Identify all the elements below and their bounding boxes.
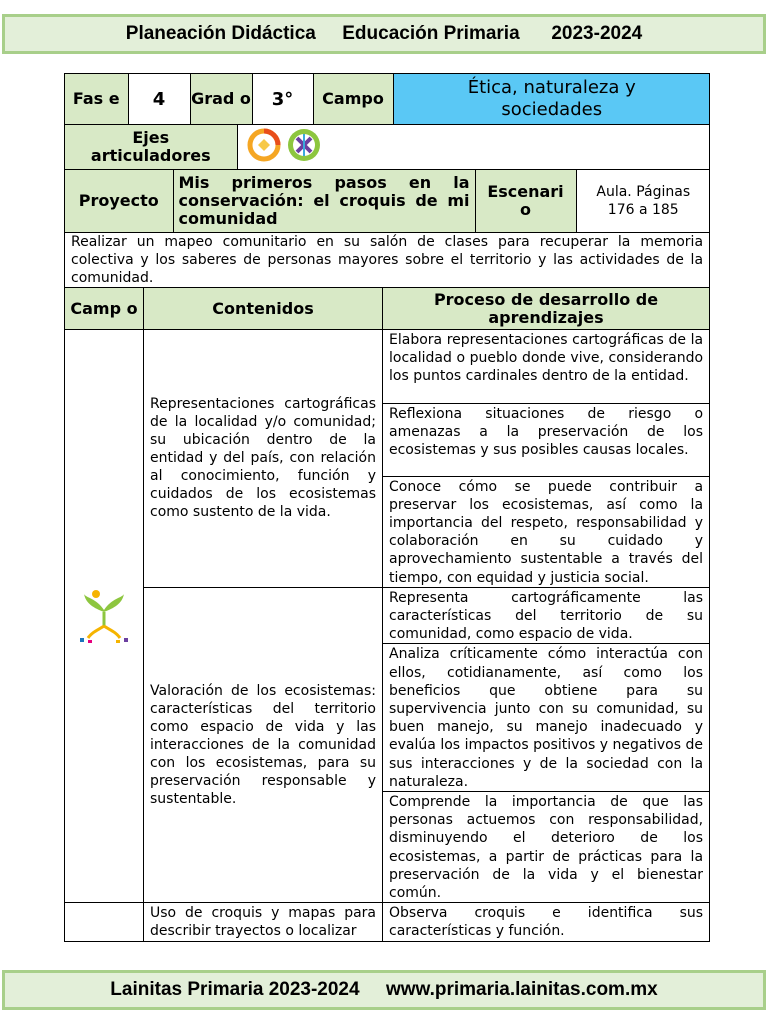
proceso-3-1: Observa croquis e identifica sus características y función. (383, 903, 710, 941)
footer-left: Lainitas Primaria 2023-2024 (110, 979, 360, 1000)
escenario-label: Escenari o (475, 170, 576, 232)
escenario-value: Aula. Páginas 176 a 185 (576, 170, 710, 232)
fase-label: Fas e (65, 74, 128, 124)
ejes-articuladores-icons (244, 125, 328, 165)
campo-value: Ética, naturaleza y sociedades (393, 74, 710, 124)
header-banner (2, 14, 766, 54)
planning-table (64, 73, 710, 942)
proyecto-label: Proyecto (65, 170, 173, 232)
project-description: Realizar un mapeo comunitario en su salón de clases para recuperar la memoria colectiva y los saberes de personas mayores sobre el territorio y las actividades de la comunidad. (65, 233, 710, 288)
campo-formativo-icon (78, 588, 130, 644)
contenido-2: Valoración de los ecosistemas: características del territorio como espacio de vida y las interacciones de la comunidad con los ecosistemas, para su preservación responsable y sustentable. (144, 587, 383, 902)
proceso-2-2: Analiza críticamente cómo interactúa con ellos, cotidianamente, así como los beneficios que obtiene para su supervivencia junto con su comunidad, su buen manejo, su manejo inadecuado y evalúa los impactos positivos y negativos de sus interacciones y de la sociedad con la naturaleza. (383, 644, 709, 792)
campo-empty-cell (65, 903, 144, 941)
proyecto-value: Mis primeros pasos en la conservación: el croquis de mi comunidad (173, 170, 475, 232)
proceso-2-1: Representa cartográficamente las características del territorio de su comunidad, como espacio de vida. (383, 588, 709, 644)
ejes-icons (237, 125, 710, 169)
ejes-label: Ejes articuladores (65, 125, 237, 169)
proceso-1-3: Conoce cómo se puede contribuir a preservar los ecosistemas, así como la importancia del respeto, responsabilidad y colaboración en su cuidado y aprovechamiento sustentable a través del tiempo, con equidad y justicia social. (383, 476, 709, 587)
footer-banner (2, 970, 766, 1010)
campo-label: Campo (313, 74, 393, 124)
proceso-2-3: Comprende la importancia de que las personas actuemos con responsabilidad, disminuyendo el deterioro de los ecosistemas, a partir de prácticas para la preservación de la vida y el bienestar común. (383, 791, 709, 902)
proceso-1-2: Reflexiona situaciones de riesgo o amenazas a la preservación de los ecosistemas y sus posibles causas locales. (383, 403, 709, 476)
grado-label: Grad o (190, 74, 252, 124)
footer-right: www.primaria.lainitas.com.mx (385, 979, 658, 1000)
fase-value: 4 (128, 74, 190, 124)
contenido-3: Uso de croquis y mapas para describir trayectos o localizar (144, 903, 383, 941)
campo-column-header: Camp o (65, 288, 144, 330)
header-year: 2023-2024 (551, 23, 643, 44)
proceso-column-header: Proceso de desarrollo de aprendizajes (383, 288, 710, 330)
grado-value: 3° (252, 74, 313, 124)
contenido-1: Representaciones cartográficas de la localidad y/o comunidad; su ubicación dentro de la entidad y del país, con relación al conocimiento, función y cuidados de los ecosistemas como sustento de la vida. (144, 330, 383, 588)
campo-icon-cell (65, 330, 144, 903)
contenidos-column-header: Contenidos (144, 288, 383, 330)
header-level: Educación Primaria (342, 23, 520, 44)
header-title: Planeación Didáctica (125, 23, 316, 44)
proceso-1-1: Elabora representaciones cartográficas de la localidad o pueblo donde vive, considerando los puntos cardinales dentro de la entidad. (383, 330, 709, 403)
